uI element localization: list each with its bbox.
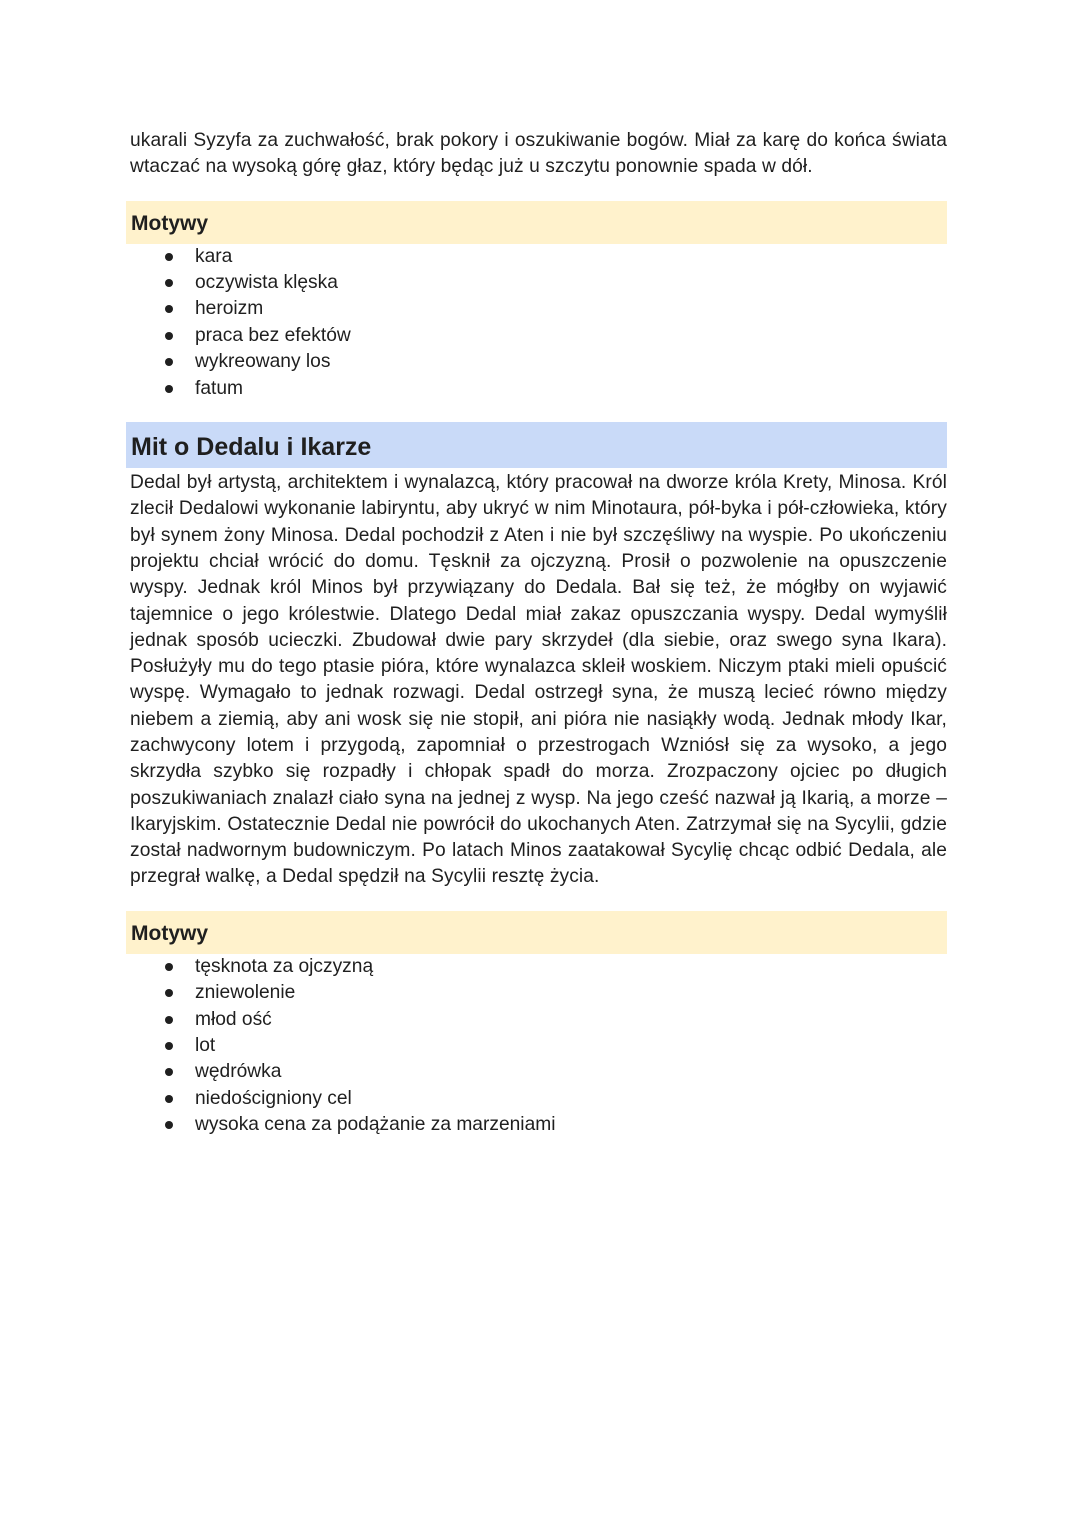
list-item-label: wykreowany los: [195, 351, 331, 373]
list-item-label: niedościgniony cel: [195, 1087, 352, 1109]
list-item: [163, 296, 947, 322]
bullet-icon: [165, 305, 173, 313]
list-item-label: młod ość: [195, 1008, 272, 1030]
list-item-label: oczywista klęska: [195, 272, 338, 293]
list-item: [163, 323, 947, 349]
list-item-label: wędrówka: [195, 1061, 282, 1083]
list-item: [163, 270, 947, 296]
list-item: [163, 1112, 947, 1138]
motifs-heading-sisyphus: Motywy: [126, 201, 947, 244]
bullet-icon: [165, 279, 173, 287]
bullet-icon: [165, 253, 173, 261]
bullet-icon: [165, 989, 173, 997]
motifs-list-dedal: [130, 954, 947, 1139]
bullet-icon: [165, 1121, 173, 1129]
list-item: [163, 1033, 947, 1059]
list-item: [163, 980, 947, 1006]
bullet-icon: [165, 385, 173, 393]
list-item: [163, 1007, 947, 1033]
list-item-label: lot: [195, 1035, 216, 1056]
intro-paragraph: ukarali Syzyfa za zuchwałość, brak pokory i oszukiwanie bogów. Miał za karę do końca świata wtaczać na wysoką górę głaz, który będąc już u szczytu ponownie spada w dół.: [130, 130, 947, 178]
list-item: [163, 376, 947, 402]
dedal-paragraph: Dedal był artystą, architektem i wynalazcą, który pracował na dworze króla Krety, Minosa. Król zlecił Dedalowi wykonanie labiryntu, aby ukryć w nim Minotaura, pół-byka i pół-człowieka, który był synem żony Minosa. Dedal pochodził z Aten i nie był szczęśliwy na wyspie. Po ukończeniu projektu chciał wrócić do domu. Tęsknił za ojczyzną. Prosił o pozwolenie na opuszczenie wyspy. Jednak król Minos był przywiązany do Dedala. Bał się też, że mógłby on wyjawić tajemnice o jego królestwie. Dlatego Dedal miał zakaz opuszczania wyspy. Dedal wymyślił jednak sposób ucieczki. Zbudował dwie pary skrzydeł (dla siebie, oraz swego syna Ikara). Posłużyły mu do tego ptasie pióra, które wynalazca skleił woskiem. Niczym ptaki mieli opuścić wyspę. Wymagało to jednak rozwagi. Dedal ostrzegł syna, że muszą lecieć równo między niebem a ziemią, aby ani wosk się nie stopił, ani pióra nie nasiąkły wodą. Jednak młody Ikar, zachwycony lotem i przygodą, zapomniał o przestrogach Wzniósł się za wysoko, a jego skrzydła szybko się rozpadły i chłopak spadł do morza. Zrozpaczony ojciec po długich poszukiwaniach znalazł ciało syna na jednej z wysp. Na jego cześć nazwał ją Ikarią, a morze – Ikaryjskim. Ostatecznie Dedal nie powrócił do ukochanych Aten. Zatrzymał się na Sycylii, gdzie został nadwornym budowniczym. Po latach Minos zaatakował Sycylię chcąc odbić Dedala, ale przegrał walkę, a Dedal spędził na Sycylii resztę życia.: [130, 472, 947, 888]
bullet-icon: [165, 358, 173, 366]
list-item: [163, 349, 947, 375]
bullet-icon: [165, 1068, 173, 1076]
list-item: [163, 244, 947, 270]
list-item-label: tęsknota za ojczyzną: [195, 955, 374, 977]
list-item: [163, 954, 947, 980]
list-item-label: heroizm: [195, 298, 264, 320]
bullet-icon: [165, 1095, 173, 1103]
list-item: [163, 1086, 947, 1112]
list-item-label: kara: [195, 245, 233, 267]
list-item-label: praca bez efektów: [195, 324, 351, 346]
bullet-icon: [165, 332, 173, 340]
section-heading-dedal: Mit o Dedalu i Ikarze: [126, 422, 947, 468]
list-item: [163, 1059, 947, 1085]
list-item-label: fatum: [195, 377, 243, 399]
motifs-list-sisyphus: [130, 244, 947, 402]
bullet-icon: [165, 1016, 173, 1024]
list-item-label: wysoka cena za podążanie za marzeniami: [195, 1114, 556, 1136]
bullet-icon: [165, 963, 173, 971]
bullet-icon: [165, 1042, 173, 1050]
list-item-label: zniewolenie: [195, 982, 296, 1004]
document-content: [130, 128, 947, 1139]
motifs-heading-dedal: Motywy: [126, 911, 947, 954]
